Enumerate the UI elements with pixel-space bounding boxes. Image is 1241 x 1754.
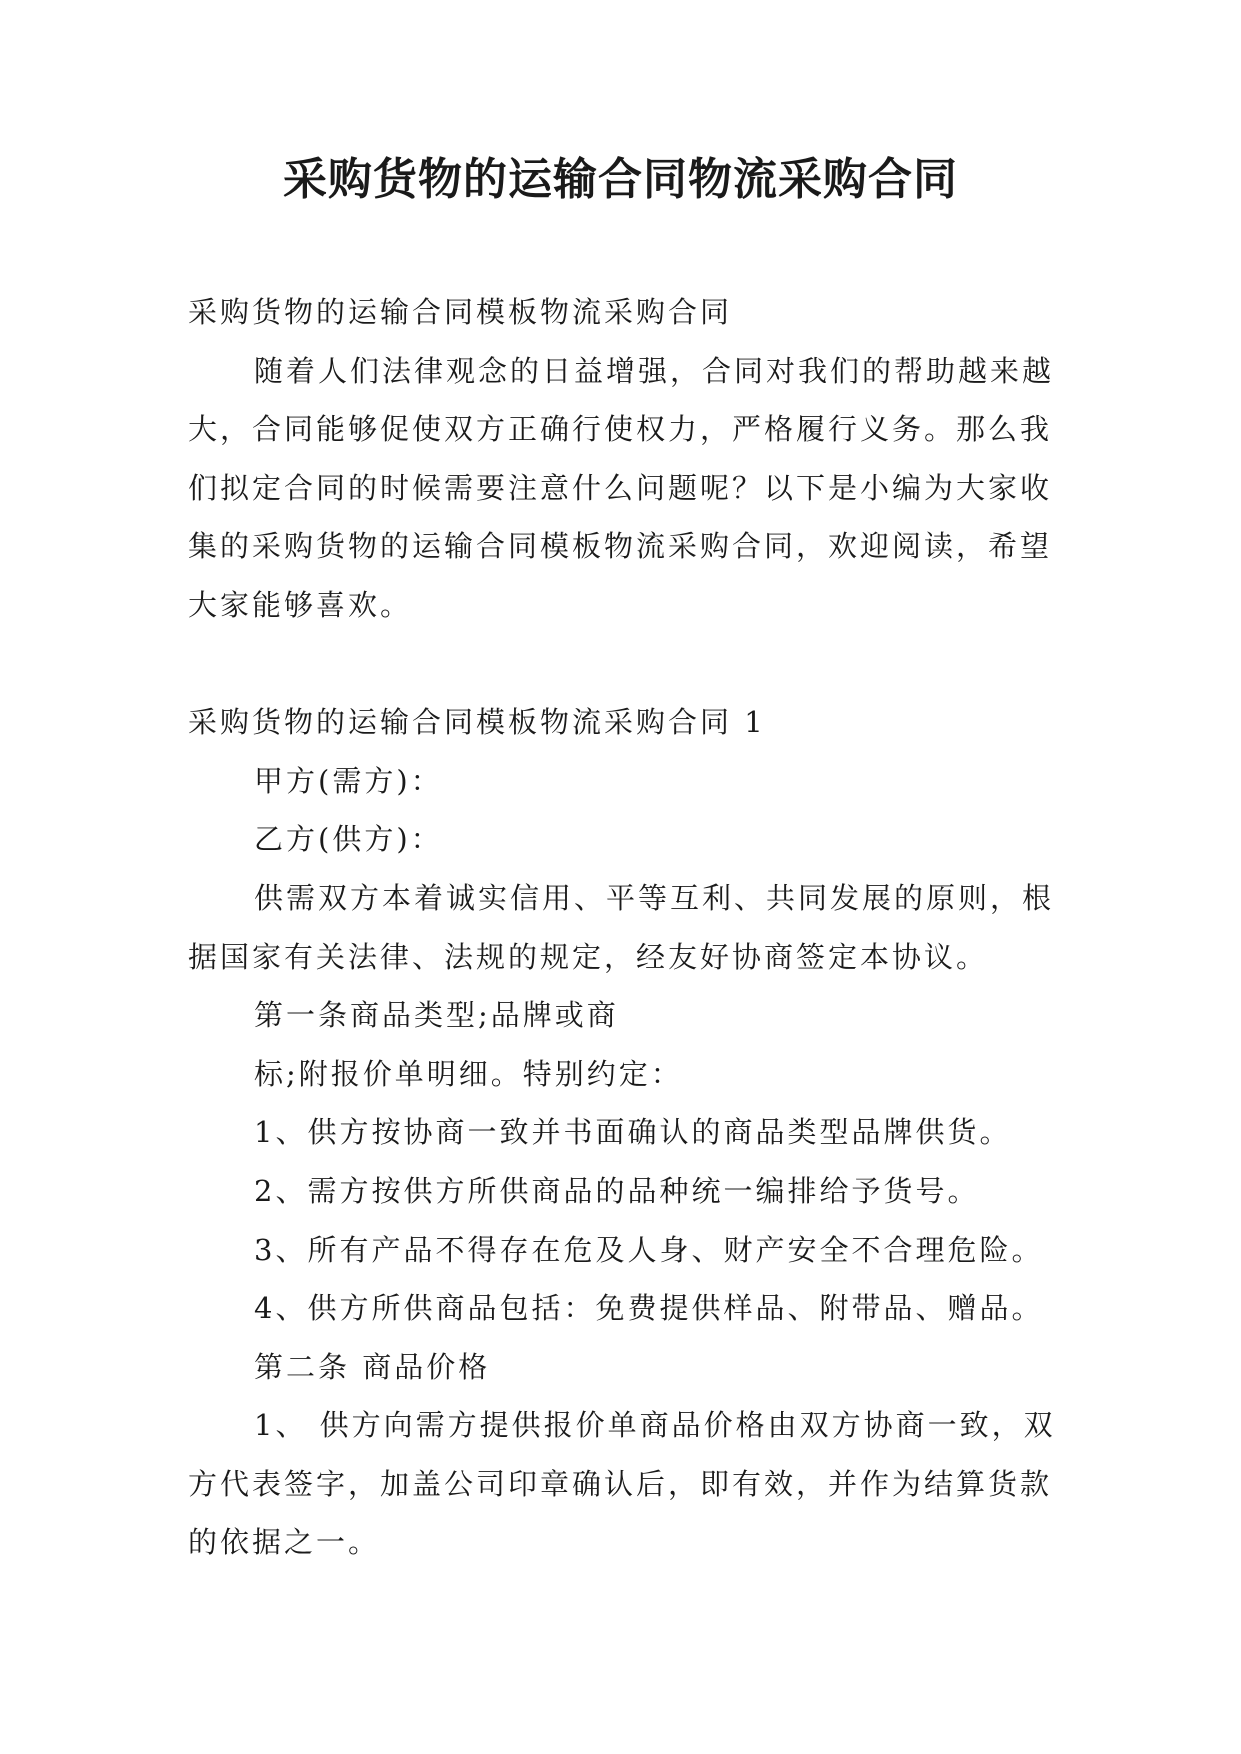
article1-item: 4、供方所供商品包括：免费提供样品、附带品、赠品。 xyxy=(254,1291,1044,1326)
document-title: 采购货物的运输合同物流采购合同 xyxy=(283,154,958,205)
document-body xyxy=(188,283,1078,1572)
article2-title: 第二条 商品价格 xyxy=(254,1349,491,1384)
article2-item: 1、 供方向需方提供报价单商品价格由双方协商一致，双方代表签字，加盖公司印章确认后，即有效，并作为结算货款的依据之一。 xyxy=(188,1408,1056,1560)
article1-title-line2: 标;附报价单明细。特别约定： xyxy=(254,1056,683,1091)
intro-paragraph: 随着人们法律观念的日益增强，合同对我们的帮助越来越大，合同能够促使双方正确行使权力，严格履行义务。那么我们拟定合同的时候需要注意什么问题呢？以下是小编为大家收集的采购货物的运输合同模板物流采购合同，欢迎阅读，希望大家能够喜欢。 xyxy=(188,353,1055,622)
article1-item: 3、所有产品不得存在危及人身、财产安全不合理危险。 xyxy=(254,1232,1044,1267)
section-heading: 采购货物的运输合同模板物流采购合同 1 xyxy=(188,705,766,740)
preamble-paragraph: 供需双方本着诚实信用、平等互利、共同发展的原则，根据国家有关法律、法规的规定，经友好协商签定本协议。 xyxy=(188,880,1055,974)
party-a-line: 甲方(需方)： xyxy=(254,763,443,798)
article1-title-line1: 第一条商品类型;品牌或商 xyxy=(254,998,619,1033)
article1-item: 2、需方按供方所供商品的品种统一编排给予货号。 xyxy=(254,1173,980,1208)
party-b-line: 乙方(供方)： xyxy=(254,822,443,857)
document-subtitle: 采购货物的运输合同模板物流采购合同 xyxy=(188,295,733,329)
paragraph-gap xyxy=(188,635,1078,694)
article1-item: 1、供方按协商一致并书面确认的商品类型品牌供货。 xyxy=(254,1115,1012,1150)
